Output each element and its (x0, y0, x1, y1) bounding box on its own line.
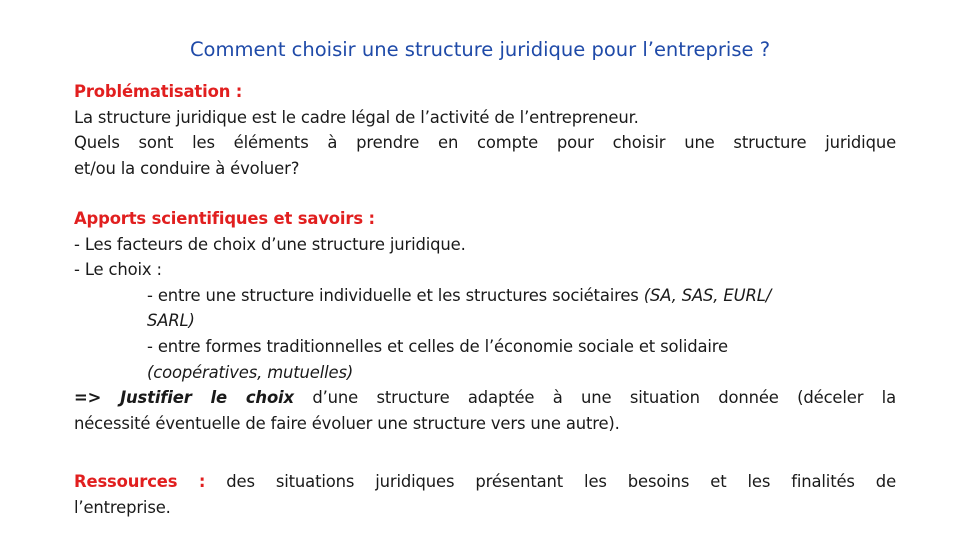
apports-heading: Apports scientifiques et savoirs : (74, 209, 375, 228)
problematisation-heading: Problématisation : (74, 82, 243, 101)
ressources-section (74, 469, 896, 520)
problematisation-line-3: et/ou la conduire à évoluer? (74, 158, 300, 178)
ressources-text: des situations juridiques présentant les besoins et les finalités de (205, 472, 896, 491)
apports-conclusion-emphasis: => Justifier le choix (74, 388, 294, 408)
apports-subitem-1-examples: (SA, SAS, EURL/ (643, 285, 772, 305)
apports-subitem-1-line-1 (147, 283, 896, 309)
apports-subitem-1-examples-cont: SARL) (147, 311, 195, 331)
slide-title: Comment choisir une structure juridique pour l’entreprise ? (189, 38, 771, 61)
apports-subitem-2-text: - entre formes traditionnelles et celles de l’économie sociale et solidaire (147, 336, 728, 356)
ressources-line-1 (74, 469, 896, 495)
problematisation-line-2: Quels sont les éléments à prendre en compte pour choisir une structure juridique (74, 133, 896, 153)
apports-item-2: - Le choix : (74, 260, 162, 280)
ressources-line-2: l’entreprise. (74, 497, 171, 517)
problematisation-section (74, 79, 896, 181)
apports-subitem-2-examples: (coopératives, mutuelles) (147, 362, 354, 382)
apports-section (74, 206, 896, 436)
problematisation-line-1: La structure juridique est le cadre légal de l’activité de l’entrepreneur. (74, 107, 639, 127)
apports-item-1: - Les facteurs de choix d’une structure juridique. (74, 234, 466, 254)
apports-subitem-1-text: - entre une structure individuelle et les structures sociétaires (147, 285, 644, 305)
apports-subitem-2 (74, 334, 896, 385)
apports-conclusion-line-1 (74, 385, 896, 411)
apports-subitem-1 (74, 283, 896, 334)
apports-conclusion-line-2: nécessité éventuelle de faire évoluer une structure vers une autre). (74, 413, 620, 433)
apports-conclusion-text: d’une structure adaptée à une situation donnée (déceler la (293, 388, 896, 408)
ressources-heading: Ressources : (74, 472, 206, 491)
